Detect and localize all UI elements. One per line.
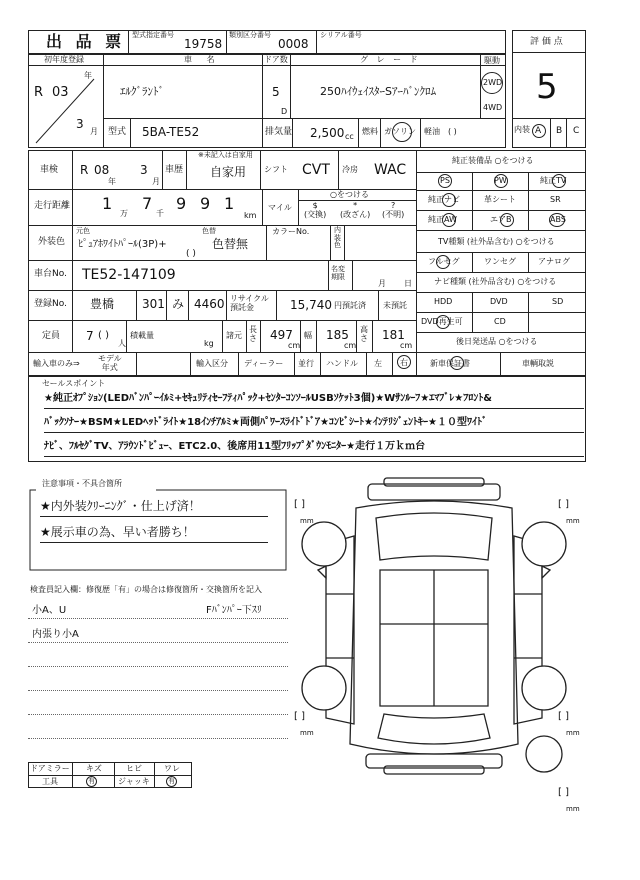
first-reg-month: 3	[76, 117, 84, 131]
divider	[103, 54, 104, 148]
divider	[40, 542, 268, 543]
grade-label: グ レ ー ド	[360, 55, 421, 64]
serial-label: シリアル番号	[320, 31, 362, 39]
mileage-km: km	[244, 211, 257, 220]
divider	[103, 118, 506, 119]
navi-cd: CD	[494, 317, 506, 326]
notes-line1: ★内外装ｸﾘｰﾆﾝｸﾞ・仕上げ済！	[40, 499, 201, 513]
score-value: 5	[536, 67, 558, 107]
navi-sd: SD	[552, 297, 564, 306]
divider	[136, 290, 137, 320]
divider	[226, 290, 227, 320]
import-parallel: 並行	[298, 359, 314, 368]
recycle-un: 未預託	[383, 301, 407, 310]
divider	[154, 762, 155, 788]
divider	[114, 762, 115, 788]
dotted-line	[28, 690, 288, 691]
interior-c: C	[573, 126, 580, 136]
divider	[512, 52, 586, 53]
reg-area: 豊橋	[90, 297, 115, 311]
first-reg-month-unit: 月	[90, 127, 98, 136]
divider	[28, 260, 416, 261]
divider	[416, 172, 586, 173]
bracket-fr: [ ]	[558, 499, 569, 510]
capacity: 7	[86, 329, 94, 343]
divider	[378, 290, 379, 320]
divider	[330, 225, 331, 260]
handle-right: 右	[400, 358, 408, 367]
mm-rr: mm	[566, 729, 580, 737]
width-label: 幅	[304, 331, 312, 340]
tools-h3: ヒビ	[126, 764, 142, 773]
grade: 250ﾊｲｳｪｲｽﾀｰSｱｰﾊﾞﾝｸﾛﾑ	[320, 85, 436, 98]
notes-label: 注意事項・不具合箇所	[42, 479, 122, 488]
divider	[416, 272, 586, 273]
navi-hdd: HDD	[434, 297, 453, 306]
length: 497	[270, 328, 293, 342]
shift-label: シフト	[264, 165, 288, 174]
mileage-digit: 1	[224, 194, 235, 213]
mile-unknown: ? (不明)	[382, 201, 405, 219]
divider	[262, 189, 263, 225]
mileage-digit: 1	[102, 194, 113, 213]
mile-label: マイル	[268, 203, 292, 212]
width: 185	[326, 328, 349, 342]
chassis: TE52-147109	[82, 267, 176, 283]
interior-color-label: 内 装 色	[334, 226, 341, 250]
divider	[44, 456, 584, 457]
divider	[44, 432, 584, 433]
inspection-label: 車検	[40, 165, 59, 175]
class-no: 0008	[278, 37, 309, 51]
color-paren: ( )	[186, 249, 196, 259]
divider	[298, 189, 299, 225]
recycle-unit: 円預託済	[334, 301, 366, 310]
divider	[40, 516, 268, 517]
color-orig: ﾋﾟｭｱﾎﾜｲﾄﾊﾟｰﾙ(3P)+	[78, 239, 167, 250]
first-reg-year: 03	[52, 85, 69, 100]
displacement-unit: cc	[345, 132, 354, 141]
sales-label: セールスポイント	[42, 379, 106, 388]
sales-line3: ﾅﾋﾞ、ﾌﾙｾｸﾞTV、ｱﾗｳﾝﾄﾞﾋﾞｭｰ、ETC2.0、後席用11型ﾌﾘｯﾌﾟﾀﾞｳﾝﾓﾆﾀｰ★走行１万ｋｍ台	[44, 441, 426, 452]
divider	[294, 352, 295, 376]
mm-fr: mm	[566, 517, 580, 525]
height-cm: cm	[400, 341, 413, 350]
divider	[226, 30, 227, 54]
insp2: 内張り小A	[32, 629, 79, 640]
inspection-month: 3	[140, 163, 148, 177]
color-orig-label: 元色	[76, 227, 90, 235]
divider	[166, 290, 167, 320]
bracket-spare: [ ]	[558, 787, 569, 798]
fuel-label: 燃料	[362, 127, 378, 136]
color-no-label: カラーNo.	[272, 227, 310, 236]
divider	[380, 118, 381, 148]
divider	[266, 225, 267, 260]
divider	[416, 292, 586, 293]
capacity-paren: ( )	[98, 330, 109, 341]
first-reg-year-unit: 年	[84, 71, 92, 80]
color-change: 色替無	[212, 237, 249, 251]
dotted-line	[28, 714, 288, 715]
divider	[372, 320, 373, 352]
divider	[344, 225, 345, 260]
equip-aw: 純正AW	[428, 215, 457, 224]
insp1-left: 小A、U	[32, 605, 67, 616]
oil-label: 軽油	[424, 127, 440, 136]
oil-paren: ( )	[448, 127, 457, 136]
divider	[416, 210, 586, 211]
divider	[136, 352, 137, 376]
interior-a: A	[535, 126, 542, 136]
mile-alter: * (改ざん)	[340, 201, 371, 219]
divider	[128, 30, 129, 54]
divider	[416, 230, 586, 231]
bracket-rr: [ ]	[558, 711, 569, 722]
import-label: 輸入車のみ⇒	[33, 359, 80, 368]
divider	[416, 150, 417, 376]
mileage-man: 万	[120, 209, 128, 218]
fuel: ガソリン	[384, 127, 416, 136]
divider	[338, 150, 339, 189]
inspection-year: 08	[94, 163, 110, 177]
car-diagram	[296, 474, 572, 786]
mm-rl: mm	[300, 729, 314, 737]
reg-label: 登録No.	[34, 299, 67, 309]
equip-ps: PS	[440, 176, 450, 185]
car-name: ｴﾙｸﾞﾗﾝﾄﾞ	[120, 85, 164, 98]
tv-one: ワンセグ	[484, 257, 516, 266]
divider	[276, 290, 277, 320]
model-label: 型式	[108, 127, 127, 137]
divider	[356, 320, 357, 352]
tv-label: TV種類 (社外品含む) ○をつける	[438, 237, 555, 246]
chassis-label: 車台No.	[34, 269, 67, 279]
tools-r2: 有	[88, 777, 95, 785]
divider	[190, 352, 191, 376]
divider	[222, 320, 223, 352]
reg-kana: み	[172, 297, 185, 311]
divider	[186, 150, 187, 189]
divider	[246, 320, 247, 352]
divider	[416, 312, 586, 313]
capacity-label: 定員	[42, 331, 61, 341]
divider	[290, 54, 291, 118]
model: 5BA-TE52	[142, 125, 200, 139]
equip-airbag: エアB	[490, 215, 512, 224]
divider	[28, 775, 192, 776]
divider	[28, 352, 416, 353]
bracket-fl: [ ]	[294, 499, 305, 510]
divider	[352, 260, 353, 290]
mileage-digit: 7	[142, 194, 153, 213]
first-reg-era: R	[34, 85, 44, 100]
sales-line2: ﾊﾞｯｸｿﾅｰ★BSM★LEDﾍｯﾄﾞﾗｲﾄ★18ｲﾝﾁｱﾙﾐ★両側ﾊﾟﾜｰｽﾗｲﾄﾞﾄﾞｱ★ｺﾝﾋﾞｼｰﾄ★ｲﾝﾃﾘｼﾞｪﾝﾄｷｰ★１０型ﾜｲﾄﾞ	[44, 417, 487, 428]
name-change-m: 月	[378, 279, 386, 288]
name-change-label: 名変 期限	[331, 265, 345, 282]
diagonal-slash	[28, 65, 103, 148]
divider	[528, 252, 529, 272]
dotted-line	[28, 738, 288, 739]
divider	[188, 290, 189, 320]
import-class-label: 輸入区分	[196, 359, 228, 368]
inspection-month-unit: 月	[152, 177, 160, 186]
divider	[472, 172, 473, 230]
divider	[126, 320, 127, 352]
equip-navi: 純正ナビ	[428, 195, 460, 204]
divider	[416, 352, 586, 353]
mileage-sen: 千	[156, 209, 164, 218]
class-label: 類別区分番号	[229, 31, 271, 39]
divider	[472, 252, 473, 272]
load-unit: kg	[204, 339, 214, 348]
mileage-label: 走行距離	[34, 201, 71, 211]
divider	[320, 352, 321, 376]
divider	[238, 352, 239, 376]
tools-h1: ドアミラー	[30, 764, 70, 773]
tools-r3: ジャッキ	[118, 777, 150, 786]
height-label: 高さ	[360, 325, 368, 343]
divider	[28, 290, 416, 291]
inspection-era: R	[80, 163, 89, 177]
tv-full: フルセグ	[428, 257, 460, 266]
import-dealer: ディーラー	[244, 359, 284, 368]
length-label: 長さ	[249, 325, 257, 343]
interior-b: B	[556, 126, 563, 136]
equip-abs: ABS	[550, 215, 566, 224]
divider	[316, 30, 317, 54]
divider	[44, 408, 584, 409]
equip-pw: PW	[494, 176, 507, 185]
inspector-label: 検査員記入欄：修復歴「有」の場合は修復箇所・交換箇所を記入	[30, 585, 262, 594]
reg-num: 4460	[194, 297, 225, 311]
divider	[392, 352, 393, 376]
navi-label: ナビ種類 (社外品含む) ○をつける	[434, 277, 557, 286]
divider	[566, 118, 567, 148]
divider	[420, 118, 421, 148]
dotted-line	[28, 666, 288, 667]
handle-label: ハンドル	[326, 359, 358, 368]
sheet-title: 出 品 票	[46, 32, 126, 51]
divider	[528, 172, 529, 230]
displacement: 2,500	[310, 126, 345, 140]
mm-fl: mm	[300, 517, 314, 525]
size-label: 諸元	[226, 331, 242, 340]
divider	[262, 54, 263, 118]
inspection-year-unit: 年	[108, 177, 116, 186]
divider	[500, 352, 501, 376]
divider	[72, 150, 73, 352]
tools-r1: 工具	[42, 777, 58, 786]
divider	[416, 252, 586, 253]
divider	[358, 118, 359, 148]
reg-class: 301	[142, 297, 165, 311]
divider	[316, 320, 317, 352]
divider	[416, 190, 586, 191]
mileage-digit: 9	[200, 194, 211, 213]
capacity-unit: 人	[118, 339, 126, 348]
ac: WAC	[374, 162, 407, 178]
drive-2wd: 2WD	[483, 78, 503, 87]
type-cert-label: 型式指定番号	[132, 31, 174, 39]
tools-h2: キズ	[86, 764, 102, 773]
divider	[28, 225, 416, 226]
dotted-line	[28, 642, 288, 643]
tools-h4: ワレ	[164, 764, 180, 773]
sales-line1: ★純正ｵﾌﾟｼｮﾝ(LEDﾊﾞﾝﾊﾟｰｲﾙﾐ+ｾｷｭﾘﾃｨｾｰﾌﾃｨﾊﾟｯｸ+ｾﾝﾀｰｺﾝｿｰﾙUSBｿｹｯﾄ3個)★Wｻﾝﾙｰﾌ★ｴﾏﾌﾞﾚ★ﾌﾛﾝﾄ&	[44, 393, 492, 404]
name-change-d: 日	[404, 279, 412, 288]
color-change-label: 色替	[202, 227, 216, 235]
divider	[328, 260, 329, 290]
height: 181	[382, 328, 405, 342]
drive-4wd: 4WD	[483, 103, 503, 112]
divider	[260, 320, 261, 352]
dotted-line	[28, 618, 288, 619]
divider	[512, 118, 586, 119]
equip-sr: SR	[550, 195, 561, 204]
divider	[366, 352, 367, 376]
doors-sub: D	[281, 107, 288, 116]
car-name-label: 車 名	[184, 55, 221, 64]
divider	[130, 118, 131, 148]
navi-dvd-play: DVD再生可	[421, 317, 463, 326]
mile-mark-note: ○をつける	[330, 190, 369, 199]
interior-label: 内装	[514, 125, 530, 134]
insp1-right: Fﾊﾞﾝﾊﾟｰ下ｽﾘ	[206, 605, 262, 616]
displacement-label: 排気量	[265, 127, 293, 137]
divider	[162, 150, 163, 189]
later-warranty: 新車保証書	[430, 359, 470, 368]
drive-label: 駆動	[484, 56, 500, 65]
divider	[550, 118, 551, 148]
divider	[300, 320, 301, 352]
divider	[292, 118, 293, 148]
mile-swap: $ (交換)	[304, 201, 327, 219]
equip-tv: 純正TV	[540, 176, 567, 185]
first-reg-label: 初年度登録	[44, 55, 84, 64]
load-label: 積載量	[130, 331, 154, 340]
recycle: 15,740	[290, 298, 332, 312]
genuine-label: 純正装備品 ○をつける	[452, 156, 534, 165]
notes-line2: ★展示車の為、早い者勝ち！	[40, 525, 195, 539]
divider	[260, 150, 261, 189]
type-cert-no: 19758	[184, 37, 223, 51]
equip-leather: 革シート	[484, 195, 516, 204]
mm-spare: mm	[566, 805, 580, 813]
color-label: 外装色	[38, 237, 66, 247]
divider	[416, 332, 586, 333]
doors-label: ドア数	[264, 55, 288, 64]
score-label: 評 価 点	[530, 37, 563, 47]
divider	[262, 118, 263, 148]
recycle-label: リサイクル 預託金	[230, 294, 269, 312]
tools-r4: 有	[168, 777, 175, 785]
navi-dvd: DVD	[490, 297, 508, 306]
shift: CVT	[302, 162, 330, 178]
divider	[72, 762, 73, 788]
length-cm: cm	[288, 341, 301, 350]
model-year-label: モデル 年式	[98, 354, 122, 372]
mileage-digit: 9	[176, 194, 187, 213]
width-cm: cm	[344, 341, 357, 350]
later-manual: 車輌取説	[522, 359, 554, 368]
tv-analog: アナログ	[538, 257, 570, 266]
bracket-rl: [ ]	[294, 711, 305, 722]
ac-label: 冷房	[342, 165, 358, 174]
history-note: ※未記入は自家用	[198, 151, 253, 159]
handle-left: 左	[374, 359, 382, 368]
history: 自家用	[210, 165, 247, 179]
history-label: 車歴	[165, 165, 184, 175]
doors: 5	[272, 85, 280, 99]
later-label: 後日発送品 ○をつける	[456, 337, 538, 346]
